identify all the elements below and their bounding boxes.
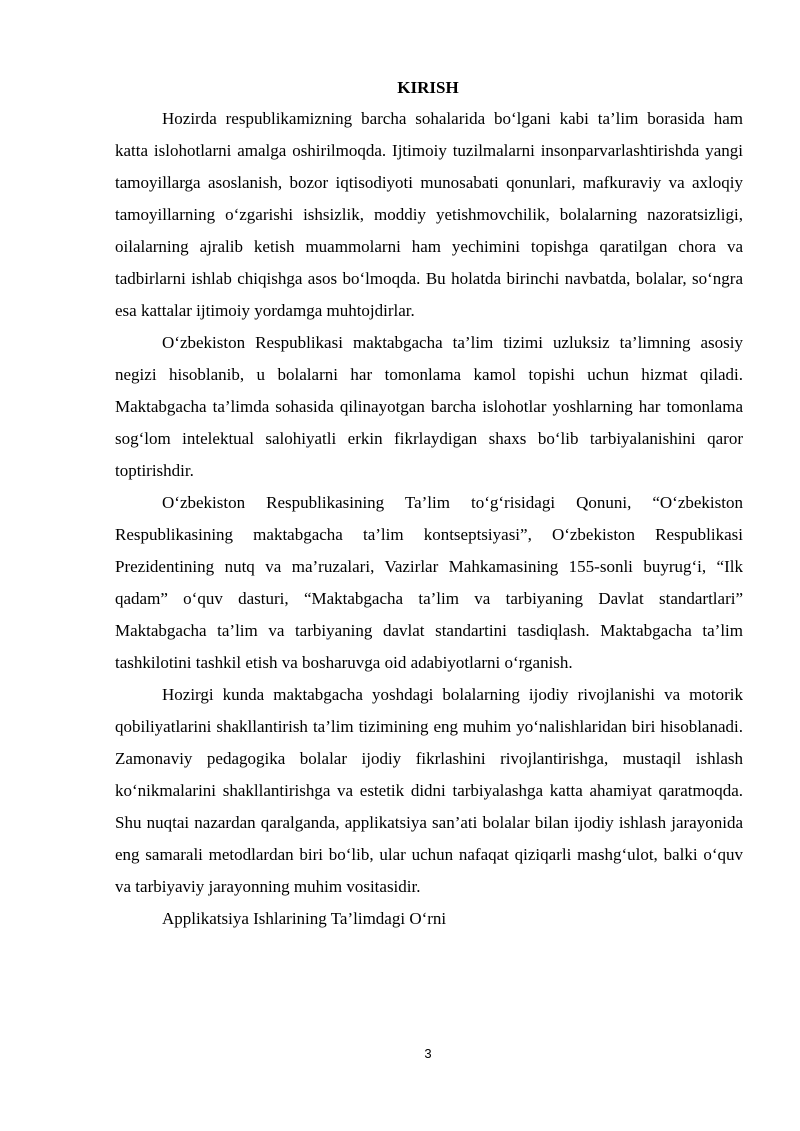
page-title: KIRISH	[397, 78, 459, 97]
paragraph-legal-documents: O‘zbekiston Respublikasining Ta’lim to‘g‘risidagi Qonuni, “O‘zbekiston Respublikasining maktabgacha ta’lim kontseptsiyasi”, O‘zbekiston Respublikasi Prezidentining nutq va ma’ruzalari, Vazirlar Mahkamasining 155-sonli buyrug‘i, “Ilk qadam” o‘quv dasturi, “Maktabgacha ta’lim va tarbiyaning Davlat standartlari” Maktabgacha ta’lim va tarbiyaning davlat standartini tasdiqlash. Maktabgacha ta’lim tashkilotini tashkil etish va bosharuvga oid adabiyotlarni o‘rganish.	[115, 493, 743, 672]
body-text	[115, 103, 743, 935]
section-subheading: Applikatsiya Ishlarining Ta’limdagi O‘rni	[162, 909, 447, 928]
paragraph-intro: Hozirda respublikamizning barcha sohalarida bo‘lgani kabi ta’lim borasida ham katta islohotlarni amalga oshirilmoqda. Ijtimoiy tuzilmalarni insonparvarlashtirishda yangi tamoyillarga asoslanish, bozor iqtisodiyoti munosabati qonunlari, mafkuraviy va axloqiy tamoyillarning o‘zgarishi ishsizlik, moddiy yetishmovchilik, bolalarning nazoratsizligi, oilalarning ajralib ketish muammolarni ham yechimini topishga qaratilgan chora va tadbirlarni ishlab chiqishga asos bo‘lmoqda. Bu holatda birinchi navbatda, bolalar, so‘ngra esa kattalar ijtimoiy yordamga muhtojdirlar.	[115, 109, 743, 320]
page-number: 3	[424, 1046, 432, 1061]
paragraph-preschool-system: O‘zbekiston Respublikasi maktabgacha ta’lim tizimi uzluksiz ta’limning asosiy negizi hisoblanib, u bolalarni har tomonlama kamol topishi uchun hizmat qiladi. Maktabgacha ta’limda sohasida qilinayotgan barcha islohotlar yoshlarning har tomonlama sog‘lom intelektual salohiyatli erkin fikrlaydigan shaxs bo‘lib tarbiyalanishini qaror toptirishdir.	[115, 333, 743, 480]
paragraph-creative-development: Hozirgi kunda maktabgacha yoshdagi bolalarning ijodiy rivojlanishi va motorik qobiliyatlarini shakllantirish ta’lim tizimining eng muhim yo‘nalishlaridan biri hisoblanadi. Zamonaviy pedagogika bolalar ijodiy fikrlashini rivojlantirishga, mustaqil ishlash ko‘nikmalarini shakllantirishga va estetik didni tarbiyalashga katta ahamiyat qaratmoqda. Shu nuqtai nazardan qaralganda, applikatsiya san’ati bolalar bilan ijodiy ishlash jarayonida eng samarali metodlardan biri bo‘lib, ular uchun nafaqat qiziqarli mashg‘ulot, balki o‘quv va tarbiyaviy jarayonning muhim vositasidir.	[115, 685, 743, 896]
